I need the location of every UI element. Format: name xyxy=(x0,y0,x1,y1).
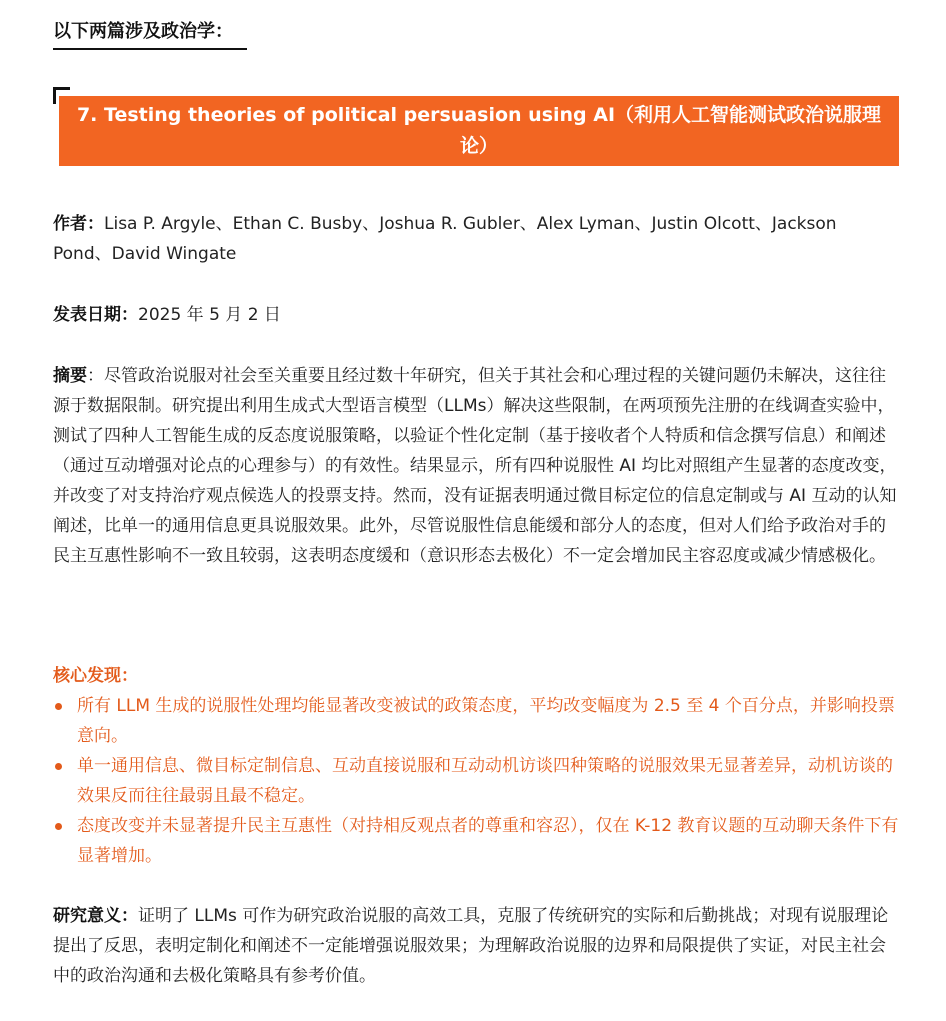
significance-label: 研究意义： xyxy=(53,906,138,926)
finding-text: 单一通用信息、微目标定制信息、互动直接说服和互动动机访谈四种策略的说服效果无显著差异，动机访谈的效果反而往往最弱且最不稳定。 xyxy=(77,756,893,806)
authors-label: 作者： xyxy=(53,214,104,234)
findings-label: 核心发现： xyxy=(53,666,138,686)
paper-title-banner xyxy=(59,96,899,166)
bullet-dot-icon xyxy=(55,823,62,830)
bullet-dot-icon xyxy=(55,763,62,770)
finding-item xyxy=(53,751,899,811)
date-paragraph xyxy=(53,300,899,330)
finding-item xyxy=(53,691,899,751)
paper-title: 7. Testing theories of political persuasion using AI（利用人工智能测试政治说服理论） xyxy=(76,104,882,157)
section-heading: 以下两篇涉及政治学： xyxy=(53,18,247,50)
finding-item xyxy=(53,811,899,871)
abstract-value: ：尽管政治说服对社会至关重要且经过数十年研究，但关于其社会和心理过程的关键问题仍未解决，这往往源于数据限制。研究提出利用生成式大型语言模型（LLMs）解决这些限制，在两项预先注册的在线调查实验中，测试了四种人工智能生成的反态度说服策略，以验证个性化定制（基于接收者个人特质和信念撰写信息）和阐述（通过互动增强对论点的心理参与）的有效性。结果显示，所有四种说服性 AI 均比对照组产生显著的态度改变，并改变了对支持治疗观点候选人的投票支持。然而，没有证据表明通过微目标定位的信息定制或与 AI 互动的认知阐述，比单一的通用信息更具说服效果。此外，尽管说服性信息能缓和部分人的态度，但对人们给予政治对手的民主互惠性影响不一致且较弱，这表明态度缓和（意识形态去极化）不一定会增加民主容忍度或减少情感极化。 xyxy=(53,366,897,566)
significance-paragraph xyxy=(53,901,899,991)
findings-list xyxy=(53,691,899,871)
findings-section xyxy=(53,661,899,871)
significance-value: 证明了 LLMs 可作为研究政治说服的高效工具，克服了传统研究的实际和后勤挑战；对现有说服理论提出了反思，表明定制化和阐述不一定能增强说服效果；为理解政治说服的边界和局限提供了实证，对民主社会中的政治沟通和去极化策略具有参考价值。 xyxy=(53,906,889,986)
date-value: 2025 年 5 月 2 日 xyxy=(138,305,281,325)
abstract-label: 摘要 xyxy=(53,366,87,386)
authors-value: Lisa P. Argyle、Ethan C. Busby、Joshua R. Gubler、Alex Lyman、Justin Olcott、Jackson Pond、David Wingate xyxy=(53,214,837,264)
bullet-dot-icon xyxy=(55,703,62,710)
finding-text: 所有 LLM 生成的说服性处理均能显著改变被试的政策态度，平均改变幅度为 2.5 至 4 个百分点，并影响投票意向。 xyxy=(77,696,895,746)
finding-text: 态度改变并未显著提升民主互惠性（对持相反观点者的尊重和容忍），仅在 K-12 教育议题的互动聊天条件下有显著增加。 xyxy=(77,816,899,866)
abstract-paragraph xyxy=(53,361,899,571)
authors-paragraph xyxy=(53,209,899,269)
date-label: 发表日期： xyxy=(53,305,138,325)
